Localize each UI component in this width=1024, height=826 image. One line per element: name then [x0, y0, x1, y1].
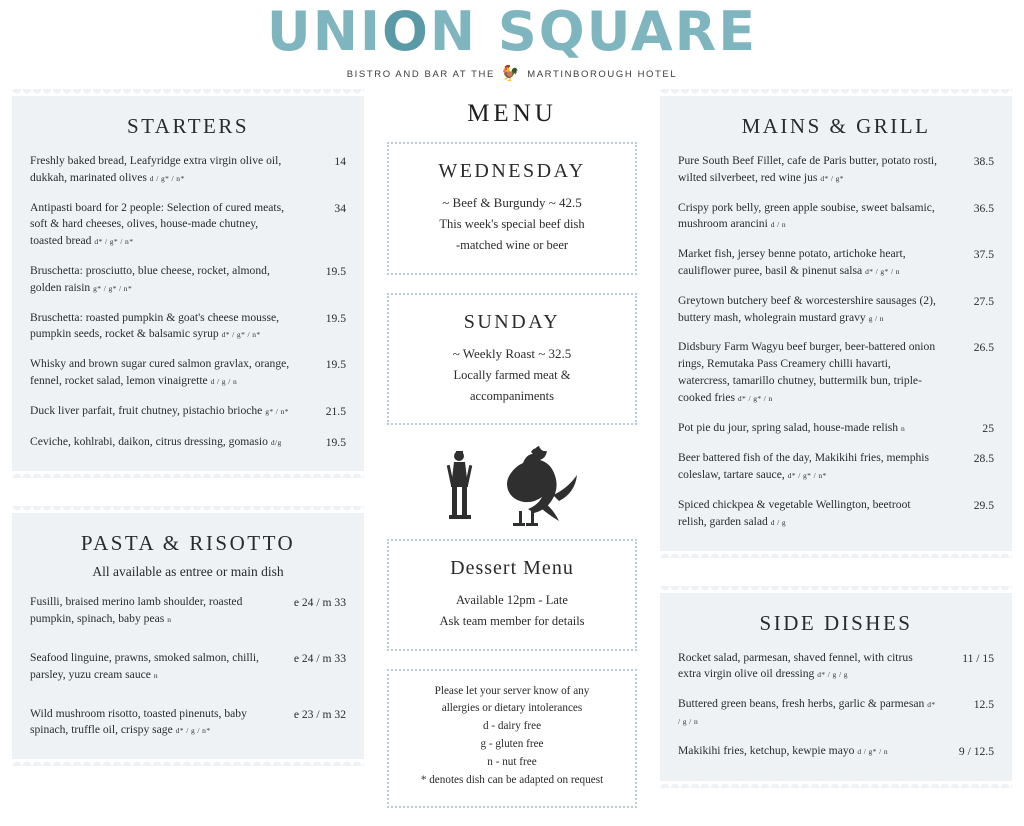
- item-tags: d / g* / n: [857, 746, 889, 756]
- dessert-line2: Ask team member for details: [439, 614, 585, 629]
- item-price: e 24 / m 33: [293, 651, 346, 665]
- side-dishes-title: SIDE DISHES: [759, 610, 913, 635]
- notes-gluten-free: g - gluten free: [480, 738, 544, 751]
- menu-item: [30, 650, 346, 684]
- item-tags: n: [167, 615, 172, 625]
- item-price: 29.5: [973, 498, 994, 512]
- item-price: 19.5: [325, 358, 346, 372]
- menu-item: [30, 263, 346, 297]
- left-column: [12, 96, 364, 826]
- item-tags: d* / g* / n*: [787, 471, 827, 481]
- menu-item: [30, 310, 346, 344]
- item-description: [30, 594, 284, 628]
- wednesday-line2: -matched wine or beer: [455, 238, 569, 253]
- notes-dairy-free: d - dairy free: [482, 720, 542, 733]
- item-description: [678, 743, 948, 760]
- middle-column: [387, 96, 637, 826]
- item-price: 25: [982, 421, 994, 435]
- item-text: Beer battered fish of the day, Makikihi fries, memphis coleslaw, tartare sauce,: [678, 451, 930, 482]
- notes-line2: allergies or dietary intolerances: [441, 702, 583, 715]
- item-price: 36.5: [973, 201, 994, 215]
- item-text: Bruschetta: prosciutto, blue cheese, rocket, almond, golden raisin: [30, 263, 270, 294]
- item-description: [678, 246, 948, 280]
- item-text: Whisky and brown sugar cured salmon gravlax, orange, fennel, rocket salad, lemon vinaigrette: [30, 357, 290, 387]
- item-tags: n: [901, 423, 906, 433]
- item-tags: d* / g* / n: [737, 393, 773, 403]
- sunday-line1: Locally farmed meat &: [453, 367, 571, 382]
- item-tags: d/g: [270, 437, 282, 447]
- item-tags: d* / g* / n*: [221, 330, 261, 340]
- menu-item: [678, 497, 994, 531]
- sunday-line2: accompaniments: [470, 388, 554, 403]
- menu-item: [30, 434, 346, 452]
- pasta-risotto-subtitle: All available as entree or main dish: [92, 564, 284, 580]
- item-price: 14: [334, 155, 346, 168]
- item-price: 28.5: [973, 452, 994, 466]
- item-tags: d / g: [770, 517, 787, 527]
- item-text: Market fish, jersey benne potato, artichoke heart, cauliflower puree, basil & pinenut salsa: [678, 247, 906, 277]
- item-description: [30, 434, 300, 451]
- logo-text-part2: N SQUARE: [429, 0, 758, 63]
- menu-item: [678, 339, 994, 406]
- item-description: [678, 650, 948, 684]
- item-price: 27.5: [973, 294, 994, 308]
- wednesday-special-box: [387, 142, 637, 275]
- menu-item: [30, 200, 346, 250]
- item-tags: d* / g*: [820, 173, 844, 183]
- item-description: [678, 420, 948, 437]
- item-description: [678, 200, 948, 234]
- item-text: Wild mushroom risotto, toasted pinenuts, baby spinach, truffle oil, crispy sage: [30, 706, 247, 737]
- item-price: 9 / 12.5: [958, 744, 994, 758]
- item-price: 21.5: [325, 404, 346, 418]
- wednesday-title: WEDNESDAY: [438, 160, 586, 182]
- rooster-icon: 🐓: [500, 64, 522, 82]
- item-text: Freshly baked bread, Leafyridge extra virgin olive oil, dukkah, marinated olives: [30, 154, 282, 184]
- mains-grill-panel: [660, 96, 1012, 551]
- item-text: Ceviche, kohlrabi, daikon, citrus dressing, gomasio: [30, 434, 268, 448]
- item-tags: n: [153, 670, 158, 680]
- item-description: [30, 153, 300, 187]
- menu-item: [678, 743, 994, 761]
- item-description: [678, 293, 948, 327]
- item-tags: d* / g / n*: [175, 726, 211, 736]
- menu-item: [30, 153, 346, 187]
- item-tags: d* / g / g: [817, 670, 848, 680]
- item-price: 37.5: [973, 248, 994, 262]
- menu-item: [30, 403, 346, 421]
- item-text: Antipasti board for 2 people: Selection of cured meats, soft & hard cheeses, olives, house-made chutney, toasted bread: [30, 200, 285, 248]
- wednesday-special: ~ Beef & Burgundy ~ 42.5: [442, 195, 582, 210]
- item-price: 12.5: [973, 698, 994, 712]
- menu-item: [678, 246, 994, 280]
- item-description: [30, 356, 300, 390]
- side-dishes-panel: [660, 593, 1012, 781]
- sunday-special-box: [387, 293, 637, 426]
- item-description: [678, 153, 948, 187]
- item-description: [678, 450, 948, 484]
- menu-item: [30, 706, 346, 740]
- menu-item: [678, 696, 994, 730]
- item-price: 34: [334, 201, 346, 215]
- item-text: Greytown butchery beef & worcestershire sausages (2), buttery mash, wholegrain mustard gravy: [678, 293, 936, 324]
- item-price: e 23 / m 32: [293, 707, 346, 721]
- dessert-line1: Available 12pm - Late: [456, 593, 568, 607]
- item-text: Bruschetta: roasted pumpkin & goat's cheese mousse, pumpkin seeds, rocket & balsamic syrup: [30, 310, 280, 341]
- brand-logo: [0, 0, 1024, 63]
- item-description: [30, 706, 284, 740]
- item-tags: g* / g* / n*: [93, 283, 133, 293]
- item-description: [30, 310, 300, 344]
- notes-line1: Please let your server know of any: [434, 684, 590, 697]
- item-description: [678, 497, 948, 531]
- wednesday-line1: This week's special beef dish: [439, 217, 585, 231]
- rooster-and-man-illustration: [387, 443, 637, 529]
- menu-item: [678, 420, 994, 438]
- item-description: [678, 696, 948, 730]
- item-text: Crispy pork belly, green apple soubise, sweet balsamic, mushroom arancini: [678, 200, 935, 231]
- dessert-title: Dessert Menu: [450, 557, 574, 579]
- item-price: 38.5: [973, 155, 994, 168]
- menu-item: [678, 450, 994, 484]
- starters-panel: [12, 96, 364, 471]
- item-text: Fusilli, braised merino lamb shoulder, roasted pumpkin, spinach, baby peas: [30, 595, 243, 626]
- page-header: [0, 0, 1024, 82]
- subtitle-right-text: MARTINBOROUGH HOTEL: [527, 68, 678, 80]
- sunday-title: SUNDAY: [463, 310, 561, 333]
- item-text: Rocket salad, parmesan, shaved fennel, with citrus extra virgin olive oil dressing: [678, 650, 913, 681]
- item-price: 19.5: [325, 311, 346, 325]
- menu-item: [678, 293, 994, 327]
- menu-item: [678, 153, 994, 187]
- item-price: 19.5: [325, 264, 346, 278]
- mains-grill-title: MAINS & GRILL: [741, 114, 931, 138]
- item-tags: d / n: [770, 220, 787, 230]
- right-column: [660, 96, 1012, 826]
- item-price: 19.5: [325, 435, 346, 449]
- item-description: [30, 403, 300, 420]
- item-tags: d* / g* / n*: [94, 237, 134, 247]
- starters-title: STARTERS: [126, 114, 250, 138]
- item-text: Buttered green beans, fresh herbs, garlic & parmesan: [678, 697, 925, 711]
- item-description: [30, 263, 300, 297]
- menu-item: [30, 356, 346, 390]
- pasta-risotto-panel: [12, 513, 364, 759]
- sunday-special: ~ Weekly Roast ~ 32.5: [452, 345, 572, 361]
- item-description: [30, 650, 284, 684]
- logo-dot: O: [381, 0, 430, 63]
- menu-columns: [0, 96, 1024, 826]
- item-tags: d / g* / n*: [149, 173, 185, 183]
- menu-heading: MENU: [467, 100, 557, 127]
- menu-item: [678, 200, 994, 234]
- item-tags: g* / n*: [265, 406, 289, 416]
- item-tags: d / g / n: [210, 376, 238, 386]
- item-description: [30, 200, 300, 250]
- menu-item: [30, 594, 346, 628]
- subtitle-left-text: BISTRO AND BAR AT THE: [346, 68, 495, 80]
- item-tags: d* / g / n: [678, 700, 936, 726]
- item-price: e 24 / m 33: [293, 596, 346, 610]
- notes-adapted: * denotes dish can be adapted on request: [420, 774, 604, 787]
- item-price: 11 / 15: [962, 651, 994, 665]
- item-text: Spiced chickpea & vegetable Wellington, beetroot relish, garden salad: [678, 497, 911, 528]
- brand-subtitle: [0, 64, 1024, 82]
- item-tags: g / n: [868, 313, 884, 323]
- item-tags: d* / g* / n: [865, 266, 900, 276]
- item-text: Makikihi fries, ketchup, kewpie mayo: [678, 743, 855, 757]
- dessert-menu-box: [387, 539, 637, 651]
- item-text: Didsbury Farm Wagyu beef burger, beer-battered onion rings, Remutaka Pass Creamery chilli havarti, watercress, tamarillo chutney, buttermilk bun, triple-cooked fries: [678, 340, 936, 404]
- logo-text-part1: UNI: [266, 0, 382, 63]
- pasta-risotto-title: PASTA & RISOTTO: [80, 531, 296, 556]
- menu-item: [678, 650, 994, 684]
- item-text: Duck liver parfait, fruit chutney, pistachio brioche: [30, 403, 263, 417]
- item-description: [678, 339, 948, 406]
- item-text: Seafood linguine, prawns, smoked salmon, chilli, parsley, yuzu cream sauce: [30, 650, 259, 681]
- item-text: Pure South Beef Fillet, cafe de Paris butter, potato rosti, wilted silverbeet, red wine jus: [678, 154, 938, 184]
- dietary-notes-box: [387, 669, 637, 809]
- notes-nut-free: n - nut free: [487, 756, 537, 769]
- item-text: Pot pie du jour, spring salad, house-made relish: [678, 420, 899, 434]
- item-price: 26.5: [973, 341, 994, 355]
